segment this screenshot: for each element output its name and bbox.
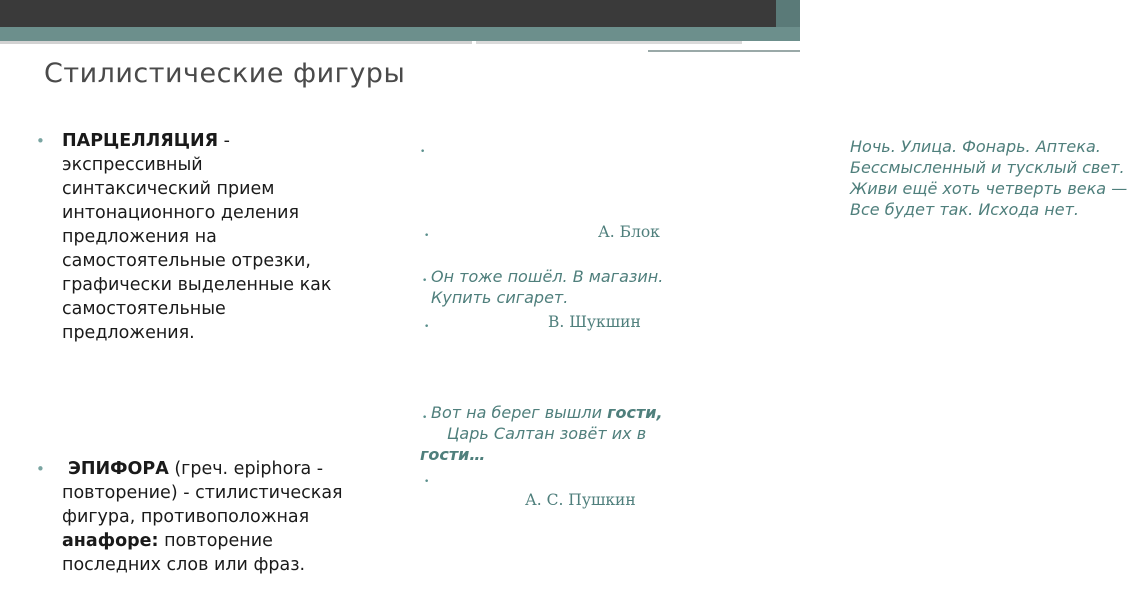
- bullet-icon: •: [36, 460, 45, 478]
- definition-parcellation: [36, 129, 386, 345]
- poem-line: Ночь. Улица. Фонарь. Аптека.: [850, 137, 1101, 156]
- definition-line: (греч. epiphora -: [168, 459, 324, 479]
- header-dark-bar: [0, 0, 800, 27]
- definition-line: экспрессивный: [62, 155, 203, 175]
- slide-title: Стилистические фигуры: [44, 58, 406, 89]
- definition-line: предложения.: [62, 323, 195, 343]
- definition-text: [62, 457, 386, 577]
- bullet-icon: •: [420, 147, 426, 157]
- bullet-icon: •: [36, 132, 45, 150]
- poem-emphasis: гости…: [420, 445, 486, 464]
- header-teal-band: [0, 27, 800, 41]
- definition-line: фигура, противоположная: [62, 507, 310, 527]
- poem-line: Живи ещё хоть четверть века —: [850, 179, 1127, 198]
- bullet-icon: •: [424, 231, 430, 241]
- header-divider-accent: [648, 50, 800, 52]
- term-dash: -: [218, 131, 230, 151]
- definition-line: последних слов или фраз.: [62, 555, 306, 575]
- poem-author: В. Шукшин: [548, 313, 641, 331]
- poem-line: Он тоже пошёл. В магазин.: [431, 267, 664, 286]
- bullet-icon: •: [422, 276, 428, 286]
- poem-line: Царь Салтан зовёт их в: [447, 424, 647, 443]
- poem-author: А. С. Пушкин: [525, 491, 636, 509]
- definition-epiphora: [36, 457, 386, 577]
- poem-emphasis: гости,: [607, 403, 663, 422]
- definition-line: синтаксический прием: [62, 179, 275, 199]
- term-epiphora: ЭПИФОРА: [68, 459, 169, 479]
- bullet-icon: •: [424, 477, 430, 487]
- bullet-icon: •: [424, 322, 430, 332]
- definition-line: графически выделенные как: [62, 275, 332, 295]
- bullet-icon: •: [422, 413, 428, 423]
- term-parcellation: ПАРЦЕЛЛЯЦИЯ: [62, 131, 219, 151]
- definition-line: самостоятельные отрезки,: [62, 251, 311, 271]
- definition-text: [62, 129, 386, 345]
- definition-line: интонационного деления: [62, 203, 300, 223]
- header-corner-block: [776, 0, 800, 27]
- poem-pushkin: [420, 402, 663, 465]
- definition-line: повторение: [158, 531, 273, 551]
- header-divider-left: [0, 41, 472, 44]
- poem-line: Вот на берег вышли: [431, 403, 608, 422]
- poem-shukshin: [431, 266, 663, 308]
- poem-line: Бессмысленный и тусклый свет.: [850, 158, 1125, 177]
- poem-blok: [850, 136, 1127, 220]
- term-anaphora: анафоре:: [62, 531, 159, 551]
- definition-line: самостоятельные: [62, 299, 226, 319]
- header-divider-right: [476, 41, 742, 44]
- definition-line: повторение) - стилистическая: [62, 483, 343, 503]
- poem-author: А. Блок: [598, 223, 660, 241]
- poem-line: Все будет так. Исхода нет.: [850, 200, 1079, 219]
- definition-line: предложения на: [62, 227, 217, 247]
- poem-line: Купить сигарет.: [431, 288, 569, 307]
